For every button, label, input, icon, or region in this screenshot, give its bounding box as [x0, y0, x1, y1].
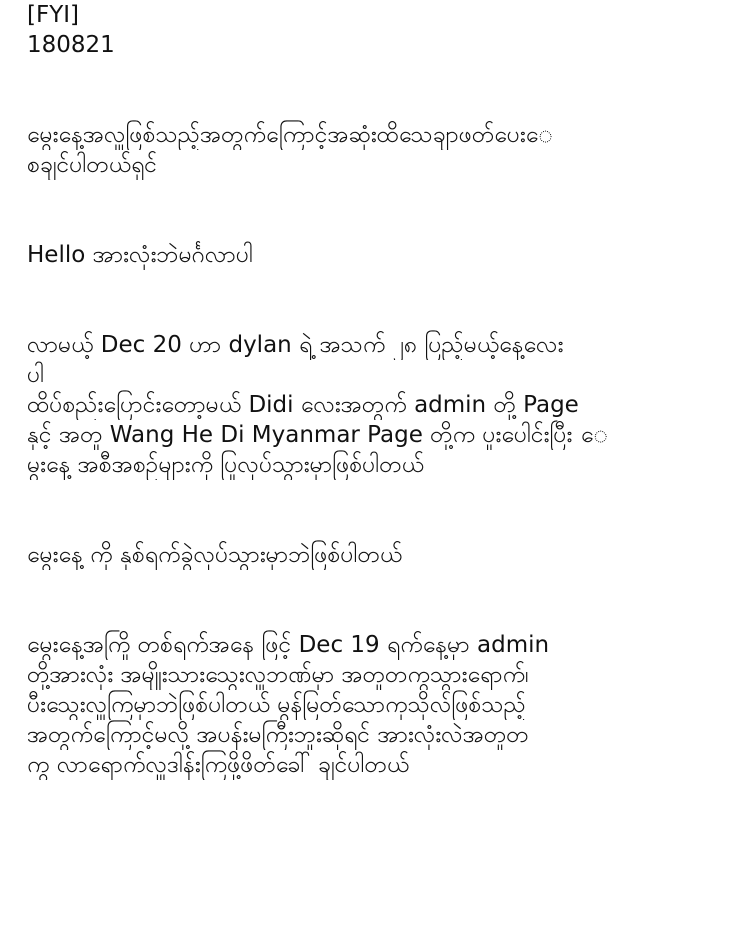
spacer — [27, 90, 724, 120]
spacer — [27, 300, 724, 330]
announcement-line-1: လာမယ့် Dec 20 ဟာ dylan ရဲ့ အသက် ၂၈ ပြည့်မယ့်နေ့လေး — [27, 332, 564, 358]
announcement-line-4: နှင့် အတူ Wang He Di Myanmar Page တို့က ပူးပေါင်းပြီး ေ — [27, 422, 609, 448]
spacer — [27, 60, 724, 90]
spacer — [27, 210, 724, 240]
spacer — [27, 480, 724, 510]
fyi-tag: [FYI] — [27, 2, 80, 28]
intro-line-2: စချင်ပါတယ်ရှင် — [27, 152, 158, 178]
donation-line-3: ပီးသွေးလှူကြမှာဘဲဖြစ်ပါတယ် မွန်မြတ်သောကုသိုလ်ဖြစ်သည့် — [27, 692, 526, 718]
announcement-line-3: ထိပ်စည်းပြောင်းတော့မယ် Didi လေးအတွက် admin တို့ Page — [27, 392, 579, 418]
donation-line-1: မွေးနေ့အကြို တစ်ရက်အနေ ဖြင့် Dec 19 ရက်နေ့မှာ admin — [27, 632, 550, 658]
donation-line-4: အတွက်ကြောင့်မလို့ အပန်းမကြီးဘူးဆိုရင် အားလုံးလဲအတူတ — [27, 722, 529, 748]
schedule-line: မွေးနေ့ ကို နှစ်ရက်ခွဲလုပ်သွားမှာဘဲဖြစ်ပါတယ် — [27, 542, 403, 568]
donation-line-5: ကွ လာရောက်လှူဒါန်းကြဖို့ဖိတ်ခေါ် ချင်ပါတယ် — [27, 752, 410, 778]
announcement-line-5: မွးနေ့ အစီအစဉ်များကို ပြုလုပ်သွားမှာဖြစ်ပါတယ် — [27, 452, 424, 478]
spacer — [27, 570, 724, 600]
donation-line-2: တို့အားလုံး အမျိုးသားသွေးလှူဘဏ်မှာ အတူတကွသွားရောက်၊ — [27, 662, 529, 688]
intro-line-1: မွေးနေ့အလှူဖြစ်သည့်အတွက်ကြောင့်အဆုံးထိသေချာဖတ်ပေးေ — [27, 122, 553, 148]
spacer — [27, 510, 724, 540]
greeting-line: Hello အားလုံးဘဲမင်္ဂလာပါ — [27, 242, 253, 268]
announcement-line-2: ပါ — [27, 362, 45, 388]
post-date: 180821 — [27, 32, 115, 58]
spacer — [27, 270, 724, 300]
spacer — [27, 600, 724, 630]
spacer — [27, 180, 724, 210]
